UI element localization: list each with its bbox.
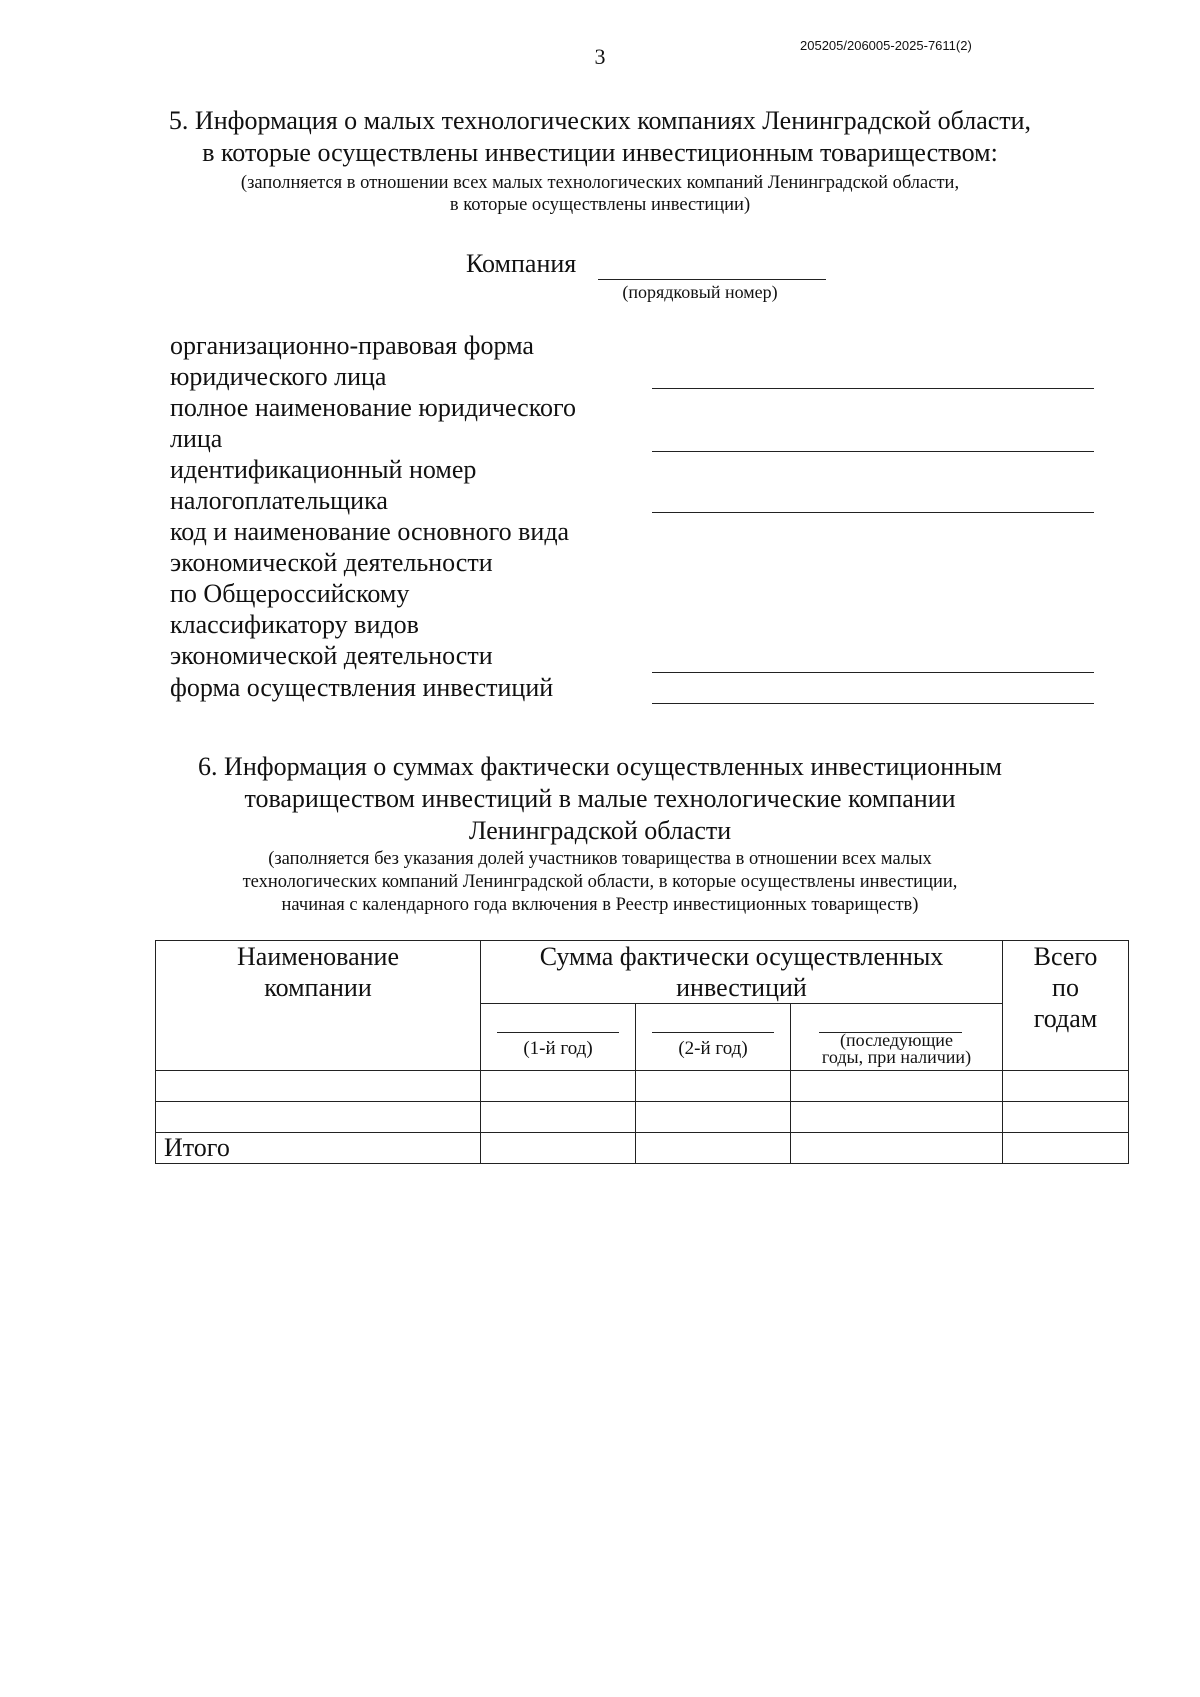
- field-okved-label: код и наименование основного вида экономической деятельности по Общероссийскому классификатору видов экономической деятельности: [170, 517, 570, 670]
- document-id: 205205/206005-2025-7611(2): [800, 38, 972, 53]
- section6-note-line3: начиная с календарного года включения в Реестр инвестиционных товариществ): [281, 895, 919, 915]
- investment-table: [155, 940, 1129, 1164]
- section5-title-line1: 5. Информация о малых технологических компаниях Ленинградской области,: [168, 106, 1032, 135]
- table-cell[interactable]: [791, 1102, 1003, 1133]
- company-label: Компания: [466, 249, 577, 278]
- field-legal-form-input[interactable]: [652, 388, 1094, 389]
- section6-title-line1: 6. Информация о суммах фактически осуществленных инвестиционным: [198, 752, 1002, 781]
- page-number: 3: [594, 44, 606, 69]
- table-cell[interactable]: [1003, 1102, 1129, 1133]
- field-okved-input[interactable]: [652, 672, 1094, 673]
- table-row: [156, 1102, 1129, 1133]
- section5-note-line2: в которые осуществлены инвестиции): [449, 195, 751, 215]
- company-number-hint: (порядковый номер): [622, 282, 778, 302]
- year-1-blank: [497, 1032, 619, 1033]
- table-cell[interactable]: [1003, 1133, 1129, 1164]
- header-total-by-years: Всего по годам: [1003, 941, 1129, 1071]
- field-investment-form-input[interactable]: [652, 703, 1094, 704]
- company-number-field[interactable]: [598, 279, 826, 280]
- section6-title-line3: Ленинградской области: [468, 816, 732, 845]
- table-cell[interactable]: [1003, 1071, 1129, 1102]
- field-inn-input[interactable]: [652, 512, 1094, 513]
- section6-note-line1: (заполняется без указания долей участников товарищества в отношении всех малых: [268, 849, 932, 869]
- header-investment-sum: Сумма фактически осуществленных инвестиций: [481, 941, 1003, 1004]
- header-year-subsequent: (последующие годы, при наличии): [791, 1004, 1003, 1071]
- section5-title-line2: в которые осуществлены инвестиции инвестиционным товариществом:: [202, 138, 998, 167]
- header-year-1: (1-й год): [481, 1004, 636, 1071]
- table-cell[interactable]: [636, 1071, 791, 1102]
- field-full-name-label: полное наименование юридического лица: [170, 393, 577, 453]
- table-cell[interactable]: [636, 1133, 791, 1164]
- field-investment-form-label: форма осуществления инвестиций: [170, 673, 554, 702]
- section6-note-line2: технологических компаний Ленинградской области, в которые осуществлены инвестиции,: [242, 872, 958, 892]
- field-full-name-input[interactable]: [652, 451, 1094, 452]
- table-cell[interactable]: [481, 1102, 636, 1133]
- section6-title-line2: товариществом инвестиций в малые технологические компании: [244, 784, 956, 813]
- total-row-label: Итого: [156, 1133, 481, 1164]
- section5-note-line1: (заполняется в отношении всех малых технологических компаний Ленинградской области,: [240, 173, 960, 193]
- year-2-blank: [652, 1032, 774, 1033]
- table-total-row: [156, 1133, 1129, 1164]
- table-cell[interactable]: [156, 1102, 481, 1133]
- table-cell[interactable]: [791, 1071, 1003, 1102]
- header-company-name: Наименование компании: [156, 941, 481, 1071]
- header-year-2: (2-й год): [636, 1004, 791, 1071]
- table-cell[interactable]: [791, 1133, 1003, 1164]
- table-cell[interactable]: [636, 1102, 791, 1133]
- table-cell[interactable]: [156, 1071, 481, 1102]
- table-cell[interactable]: [481, 1071, 636, 1102]
- table-row: [156, 1071, 1129, 1102]
- table-cell[interactable]: [481, 1133, 636, 1164]
- field-inn-label: идентификационный номер налогоплательщика: [170, 455, 477, 515]
- field-legal-form-label: организационно-правовая форма юридического лица: [170, 331, 534, 391]
